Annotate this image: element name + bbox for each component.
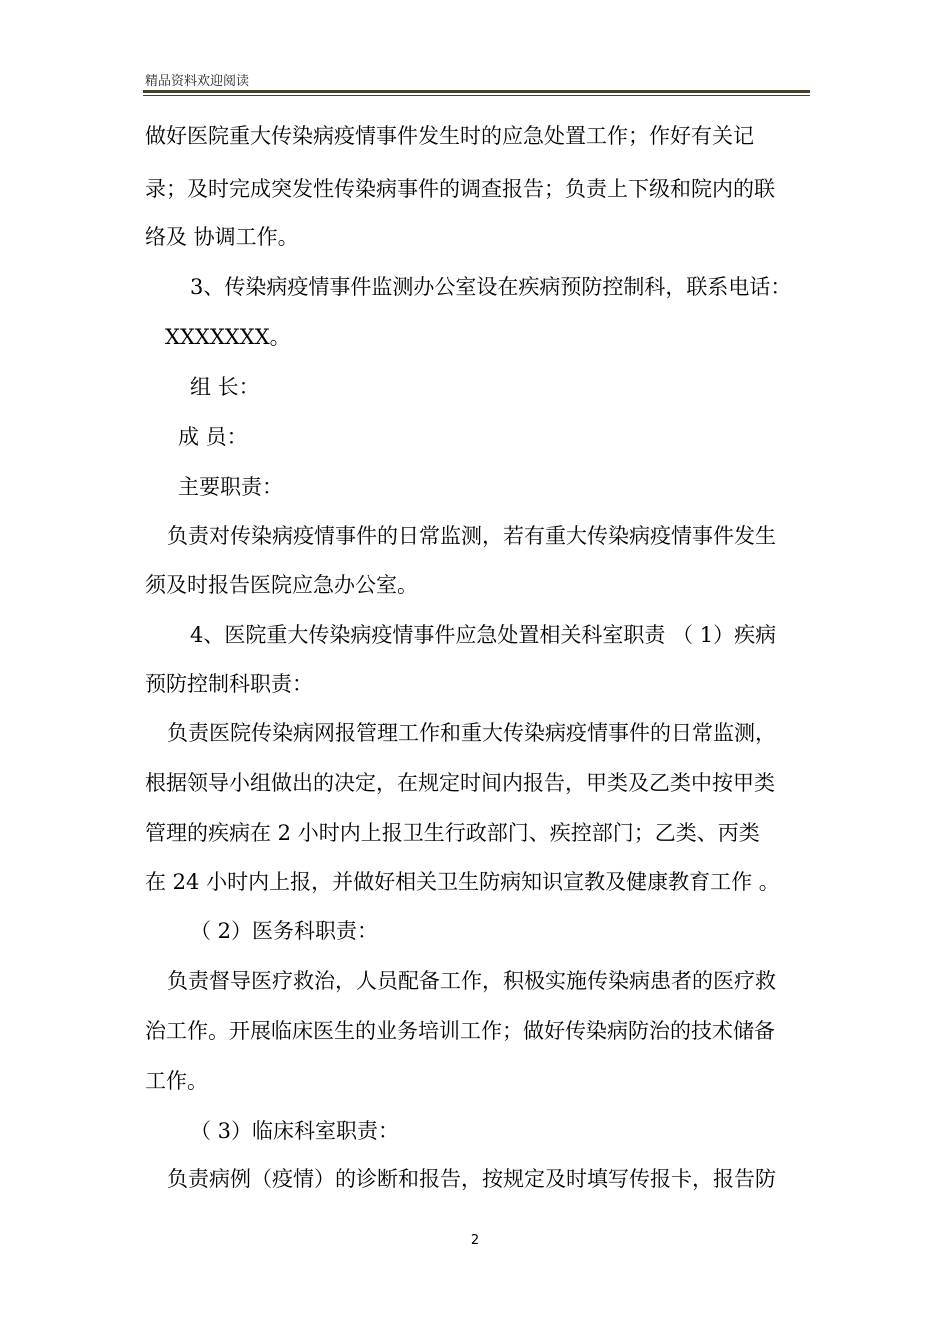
body-line: 负责病例（疫情）的诊断和报告，按规定及时填写传报卡，报告防 bbox=[167, 1167, 776, 1191]
body-line: XXXXXXX。 bbox=[165, 325, 291, 349]
body-line: 组 长： bbox=[190, 375, 260, 399]
body-line: 负责对传染病疫情事件的日常监测，若有重大传染病疫情事件发生 bbox=[167, 524, 776, 548]
body-line: 络及 协调工作。 bbox=[145, 225, 299, 249]
body-line: （ 3）临床科室职责： bbox=[190, 1119, 400, 1143]
body-line: 主要职责： bbox=[178, 475, 283, 499]
body-line: 负责医院传染病网报管理工作和重大传染病疫情事件的日常监测， bbox=[167, 721, 776, 745]
body-line: 负责督导医疗救治，人员配备工作，积极实施传染病患者的医疗救 bbox=[167, 969, 776, 993]
body-line: 治工作。开展临床医生的业务培训工作；做好传染病防治的技术储备 bbox=[145, 1019, 775, 1043]
body-line: 管理的疾病在 2 小时内上报卫生行政部门、疾控部门；乙类、丙类 bbox=[145, 821, 760, 845]
body-line: （ 2）医务科职责： bbox=[190, 919, 379, 943]
body-line: 在 24 小时内上报，并做好相关卫生防病知识宣教及健康教育工作 。 bbox=[145, 870, 780, 894]
body-line: 成 员： bbox=[178, 425, 248, 449]
body-line: 4、医院重大传染病疫情事件应急处置相关科室职责 （ 1）疾病 bbox=[190, 623, 777, 647]
body-line: 录；及时完成突发性传染病事件的调查报告；负责上下级和院内的联 bbox=[145, 177, 775, 201]
body-line: 须及时报告医院应急办公室。 bbox=[145, 573, 418, 597]
body-line: 3、传染病疫情事件监测办公室设在疾病预防控制科，联系电话： bbox=[190, 275, 792, 299]
page-number: 2 bbox=[470, 1233, 480, 1248]
header-text: 精品资料欢迎阅读 bbox=[145, 74, 250, 89]
body-line: 预防控制科职责： bbox=[145, 672, 313, 696]
body-line: 做好医院重大传染病疫情事件发生时的应急处置工作；作好有关记 bbox=[145, 124, 754, 148]
body-line: 工作。 bbox=[145, 1069, 208, 1093]
body-line: 根据领导小组做出的决定，在规定时间内报告，甲类及乙类中按甲类 bbox=[145, 771, 775, 795]
header-rule-thick bbox=[143, 90, 810, 93]
header-rule-thin bbox=[143, 95, 810, 96]
